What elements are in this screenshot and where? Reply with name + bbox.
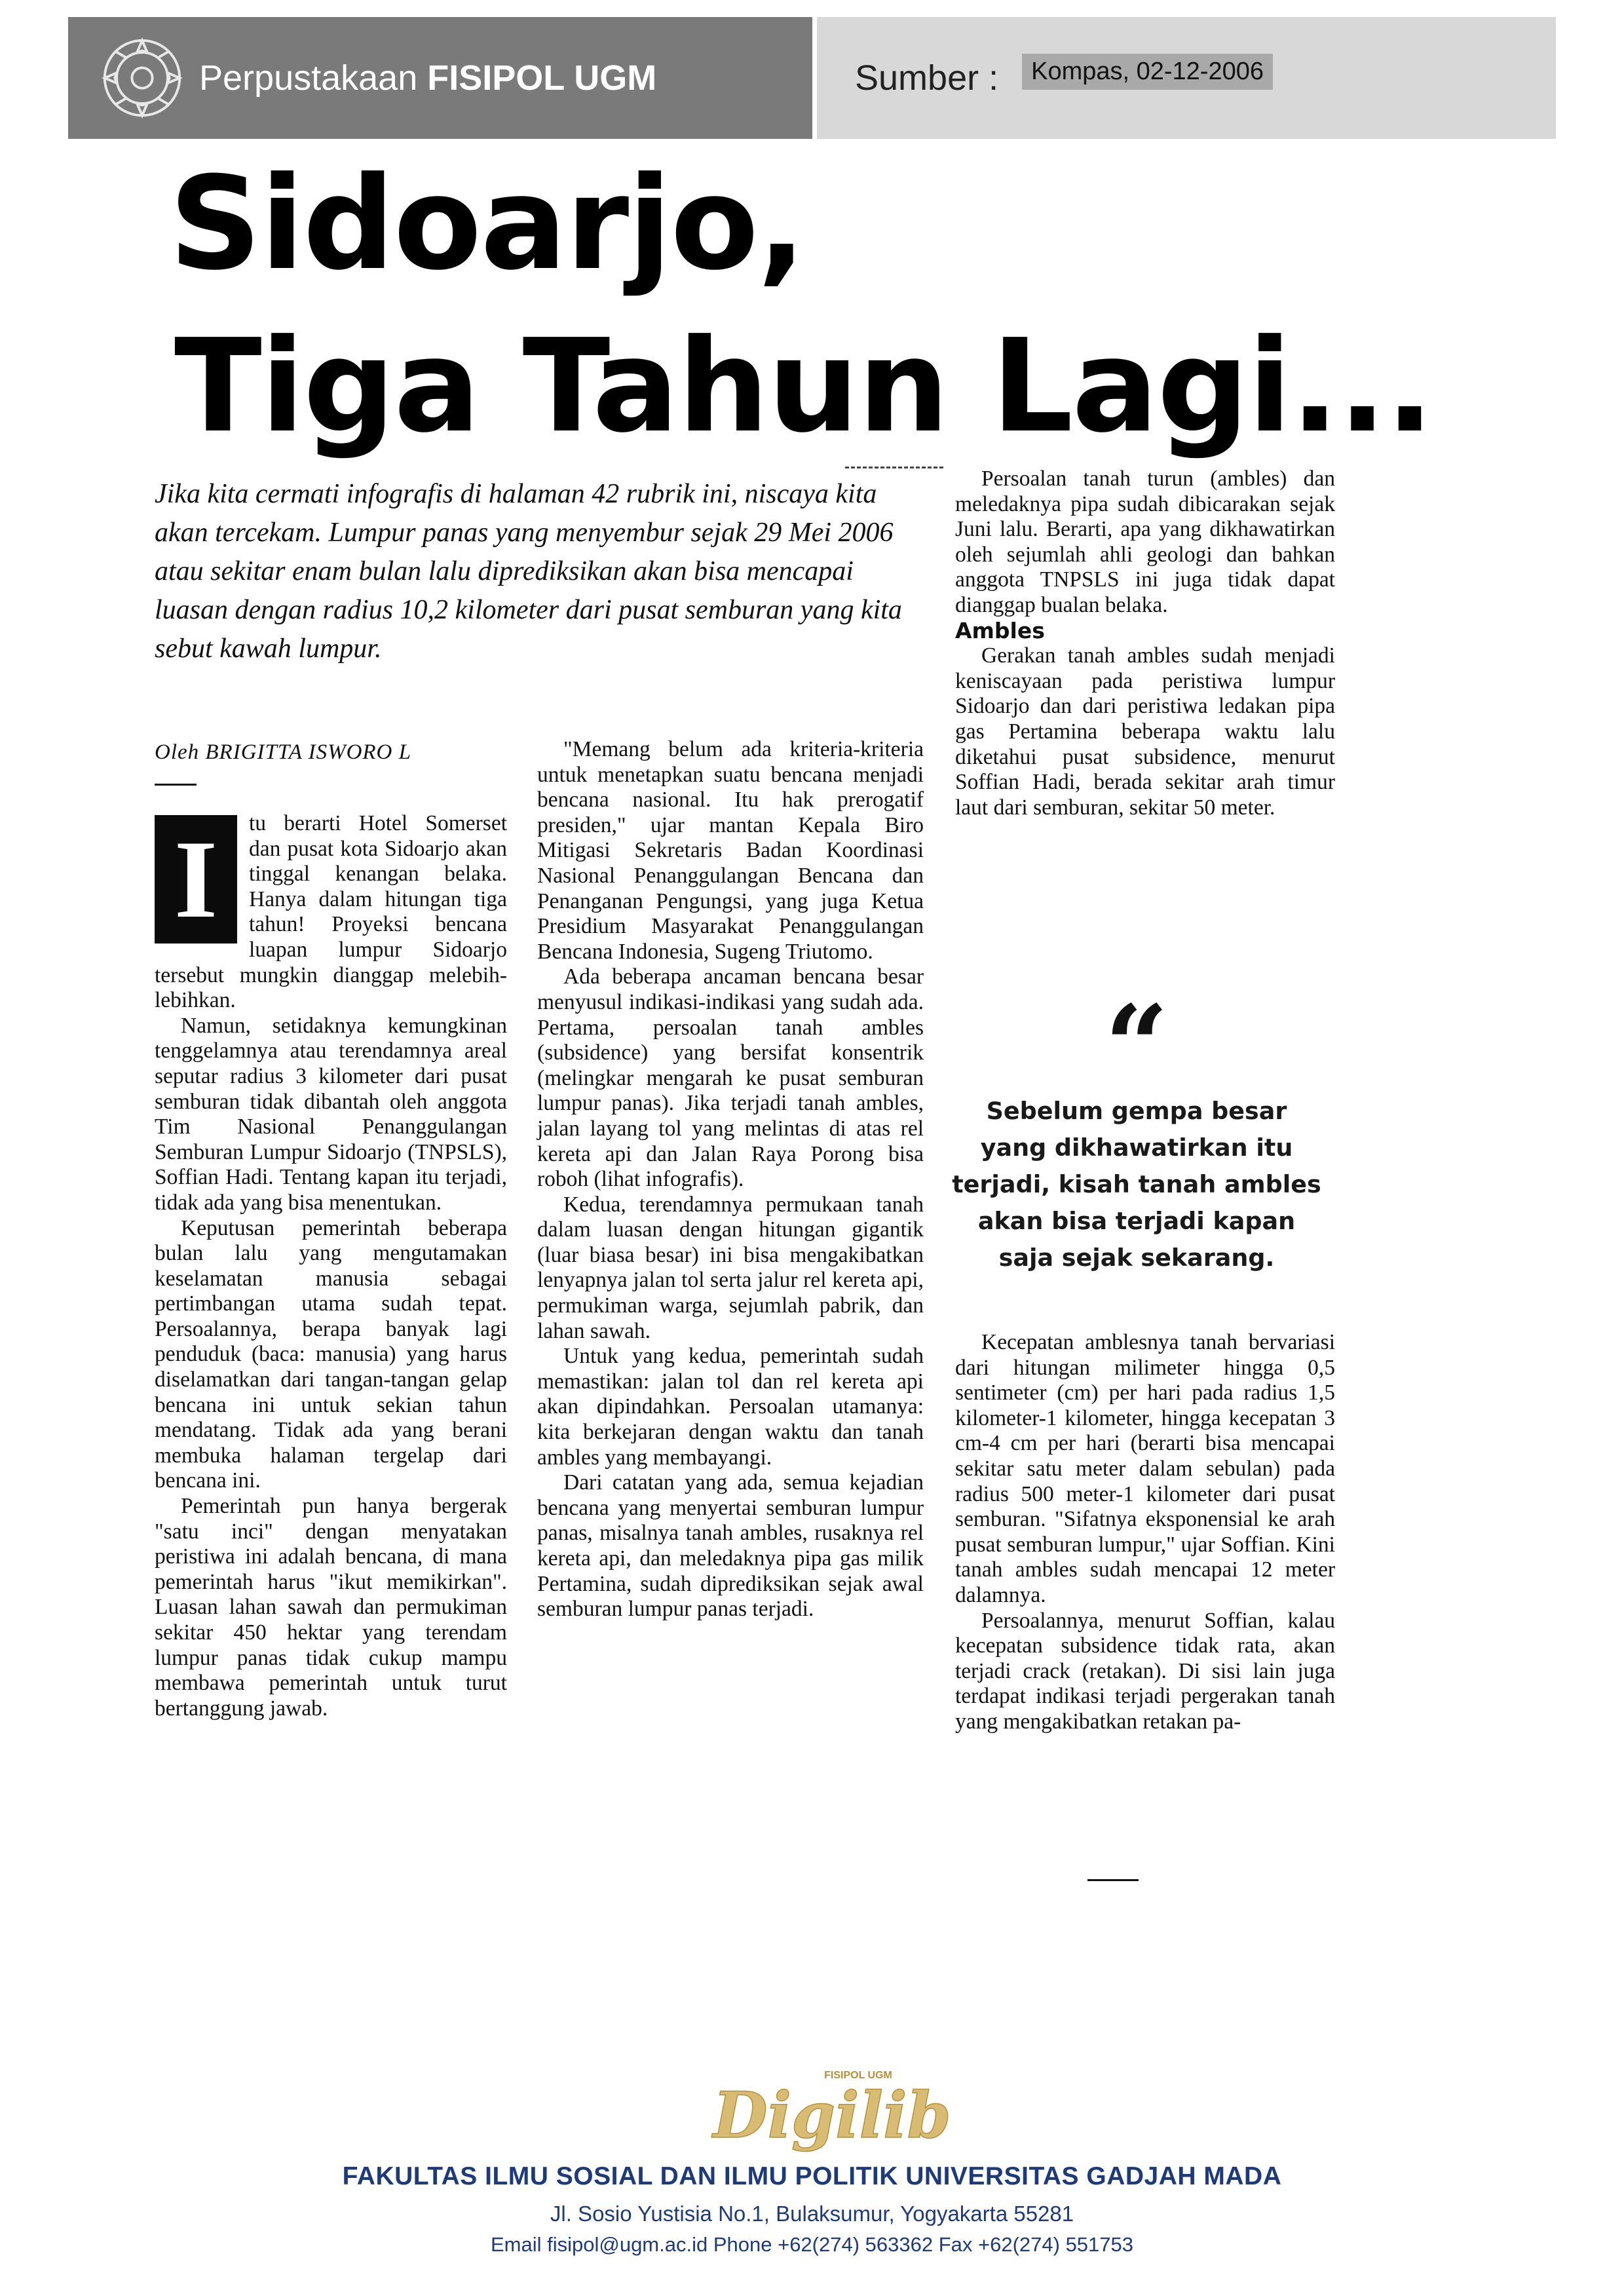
paragraph: Keputusan pemerintah beberapa bulan lalu yang mengutamakan keselamatan manusia sebagai pertimbangan utama sudah tepat. Persoalannya, berapa banyak lagi penduduk (baca: manusia) yang harus diselamatkan dari tangan-tangan gelap bencana ini untuk sekian tahun mendatang. Tidak ada yang berani membuka halaman tergelap dari bencana ini.: [155, 1215, 507, 1493]
faculty-name: FAKULTAS ILMU SOSIAL DAN ILMU POLITIK UNIVERSITAS GADJAH MADA: [342, 2162, 1282, 2190]
paragraph: Namun, setidaknya kemungkinan tenggelamnya atau terendamnya areal seputar radius 3 kilometer dari pusat semburan tidak dibantah oleh anggota Tim Nasional Penanggulangan Semburan Lumpur Sidoarjo (TNPSLS), Soffian Hadi. Tentang kapan itu terjadi, tidak ada yang bisa menentukan.: [155, 1013, 507, 1215]
digilib-logo: [694, 2064, 970, 2156]
paragraph: Persoalannya, menurut Soffian, kalau kecepatan subsidence tidak rata, akan terjadi crack (retakan). Di sisi lain juga terdapat indikasi terjadi pergerakan tanah yang mengakibatkan retakan pa-: [955, 1608, 1335, 1734]
headline: [169, 143, 1433, 468]
paragraph: Dari catatan yang ada, semua kejadian bencana yang menyertai semburan lumpur panas, misalnya tanah ambles, rusaknya rel kereta api, dan meledaknya pipa gas milik Pertamina, sudah diprediksikan sejak awal semburan lumpur panas terjadi.: [537, 1470, 924, 1622]
paragraph: Pemerintah pun hanya bergerak "satu inci" dengan menyatakan peristiwa ini adalah bencana, di mana pemerintah harus "ikut memikirkan". Luasan lahan sawah dan permukiman sekitar 450 hektar yang terendam lumpur panas tidak cukup mampu membawa pemerintah untuk turut bertanggung jawab.: [155, 1494, 507, 1721]
ugm-seal-icon: [100, 35, 185, 121]
library-title: Perpustakaan FISIPOL UGM: [199, 58, 657, 98]
drop-cap: I: [155, 815, 237, 944]
paragraph: Kedua, terendamnya permukaan tanah dalam luasan dengan hitungan gigantik (luar biasa besar) ini bisa mengakibatkan lenyapnya jalan tol serta jalur rel kereta api, permukiman warga, sejumlah pabrik, dan lahan sawah.: [537, 1192, 924, 1343]
paragraph: "Memang belum ada kriteria-kriteria untuk menetapkan suatu bencana menjadi bencana nasional. Itu hak prerogatif presiden," ujar mantan Kepala Biro Mitigasi Sekretaris Badan Koordinasi Nasional Penanggulangan Bencana dan Penanganan Pengungsi, yang juga Ketua Presidium Masyarakat Penanggulangan Bencana Indonesia, Sugeng Triutomo.: [537, 737, 924, 964]
continuation-rule: [1087, 1879, 1139, 1881]
faculty-contact: Email fisipol@ugm.ac.id Phone +62(274) 563362 Fax +62(274) 551753: [490, 2233, 1134, 2256]
dash-divider: [845, 467, 943, 468]
byline: Oleh BRIGITTA ISWORO L: [155, 740, 411, 764]
paragraph: I tu berarti Hotel Somerset dan pusat kota Sidoarjo akan tinggal kenangan belaka. Hanya dalam hitungan tiga tahun! Proyeksi bencana luapan lumpur Sidoarjo tersebut mungkin dianggap melebih-lebihkan.: [155, 811, 507, 1013]
column-1: [155, 811, 507, 1721]
column-3-bottom: [955, 1330, 1335, 1735]
source-value: Kompas, 02-12-2006: [1022, 54, 1273, 90]
source-label: Sumber :: [855, 58, 999, 98]
column-3-top: [955, 467, 1335, 820]
pull-quote: Sebelum gempa besar yang dikhawatirkan itu terjadi, kisah tanah ambles akan bisa terjadi kapan saja sejak sekarang.: [952, 1097, 1321, 1272]
quote-mark-icon: “: [1105, 981, 1169, 1112]
paragraph: Persoalan tanah turun (ambles) dan meledaknya pipa sudah dibicarakan sejak Juni lalu. Berarti, apa yang dikhawatirkan oleh sejumlah ahli geologi dan bahkan anggota TNPSLS ini juga tidak dapat dianggap bualan belaka.: [955, 467, 1335, 617]
headline-line-1: Sidoarjo,: [169, 149, 805, 299]
lead-paragraph: Jika kita cermati infografis di halaman 42 rubrik ini, niscaya kita akan tercekam. Lumpur panas yang menyembur sejak 29 Mei 2006 atau sekitar enam bulan lalu diprediksikan akan bisa mencapai luasan dengan radius 10,2 kilometer dari pusat semburan yang kita sebut kawah lumpur.: [155, 479, 902, 664]
logo-top-text: FISIPOL UGM: [824, 2070, 892, 2081]
byline-rule: [155, 784, 197, 786]
headline-line-2: Tiga Tahun Lagi...: [174, 312, 1433, 461]
faculty-address: Jl. Sosio Yustisia No.1, Bulaksumur, Yogyakarta 55281: [550, 2202, 1074, 2226]
column-2: [537, 737, 924, 1622]
library-header: [68, 17, 812, 139]
paragraph: Kecepatan amblesnya tanah bervariasi dari hitungan milimeter hingga 0,5 sentimeter (cm) per hari pada radius 1,5 kilometer-1 kilometer, hingga kecepatan 3 cm-4 cm per hari (berarti bisa mencapai sekitar satu meter dalam sebulan) pada radius 500 meter-1 kilometer dari pusat semburan. "Sifatnya eksponensial ke arah pusat semburan lumpur," ujar Soffian. Kini tanah ambles sudah mencapai 12 meter dalamnya.: [955, 1330, 1335, 1607]
subhead-ambles: Ambles: [955, 617, 1045, 643]
logo-word: Digilib: [713, 2078, 951, 2152]
source-header: [817, 17, 1556, 139]
paragraph: Ada beberapa ancaman bencana besar menyusul indikasi-indikasi yang sudah ada. Pertama, persoalan tanah ambles (subsidence) yang bersifat konsentrik (melingkar mengarah ke pusat semburan lumpur panas). Jika terjadi tanah ambles, jalan layang tol yang melintas di atas rel kereta api dan Jalan Raya Porong bisa roboh (lihat infografis).: [537, 964, 924, 1192]
paragraph: Gerakan tanah ambles sudah menjadi keniscayaan pada peristiwa lumpur Sidoarjo dan dari peristiwa ledakan pipa gas Pertamina beberapa waktu lalu diketahui pusat subsidence, menurut Soffian Hadi, berada sekitar arah timur laut dari semburan, sekitar 50 meter.: [955, 643, 1335, 820]
paragraph: Untuk yang kedua, pemerintah sudah memastikan: jalan tol dan rel kereta api akan dipindahkan. Persoalan utamanya: kita berkejaran dengan waktu dan tanah ambles yang membayangi.: [537, 1344, 924, 1470]
